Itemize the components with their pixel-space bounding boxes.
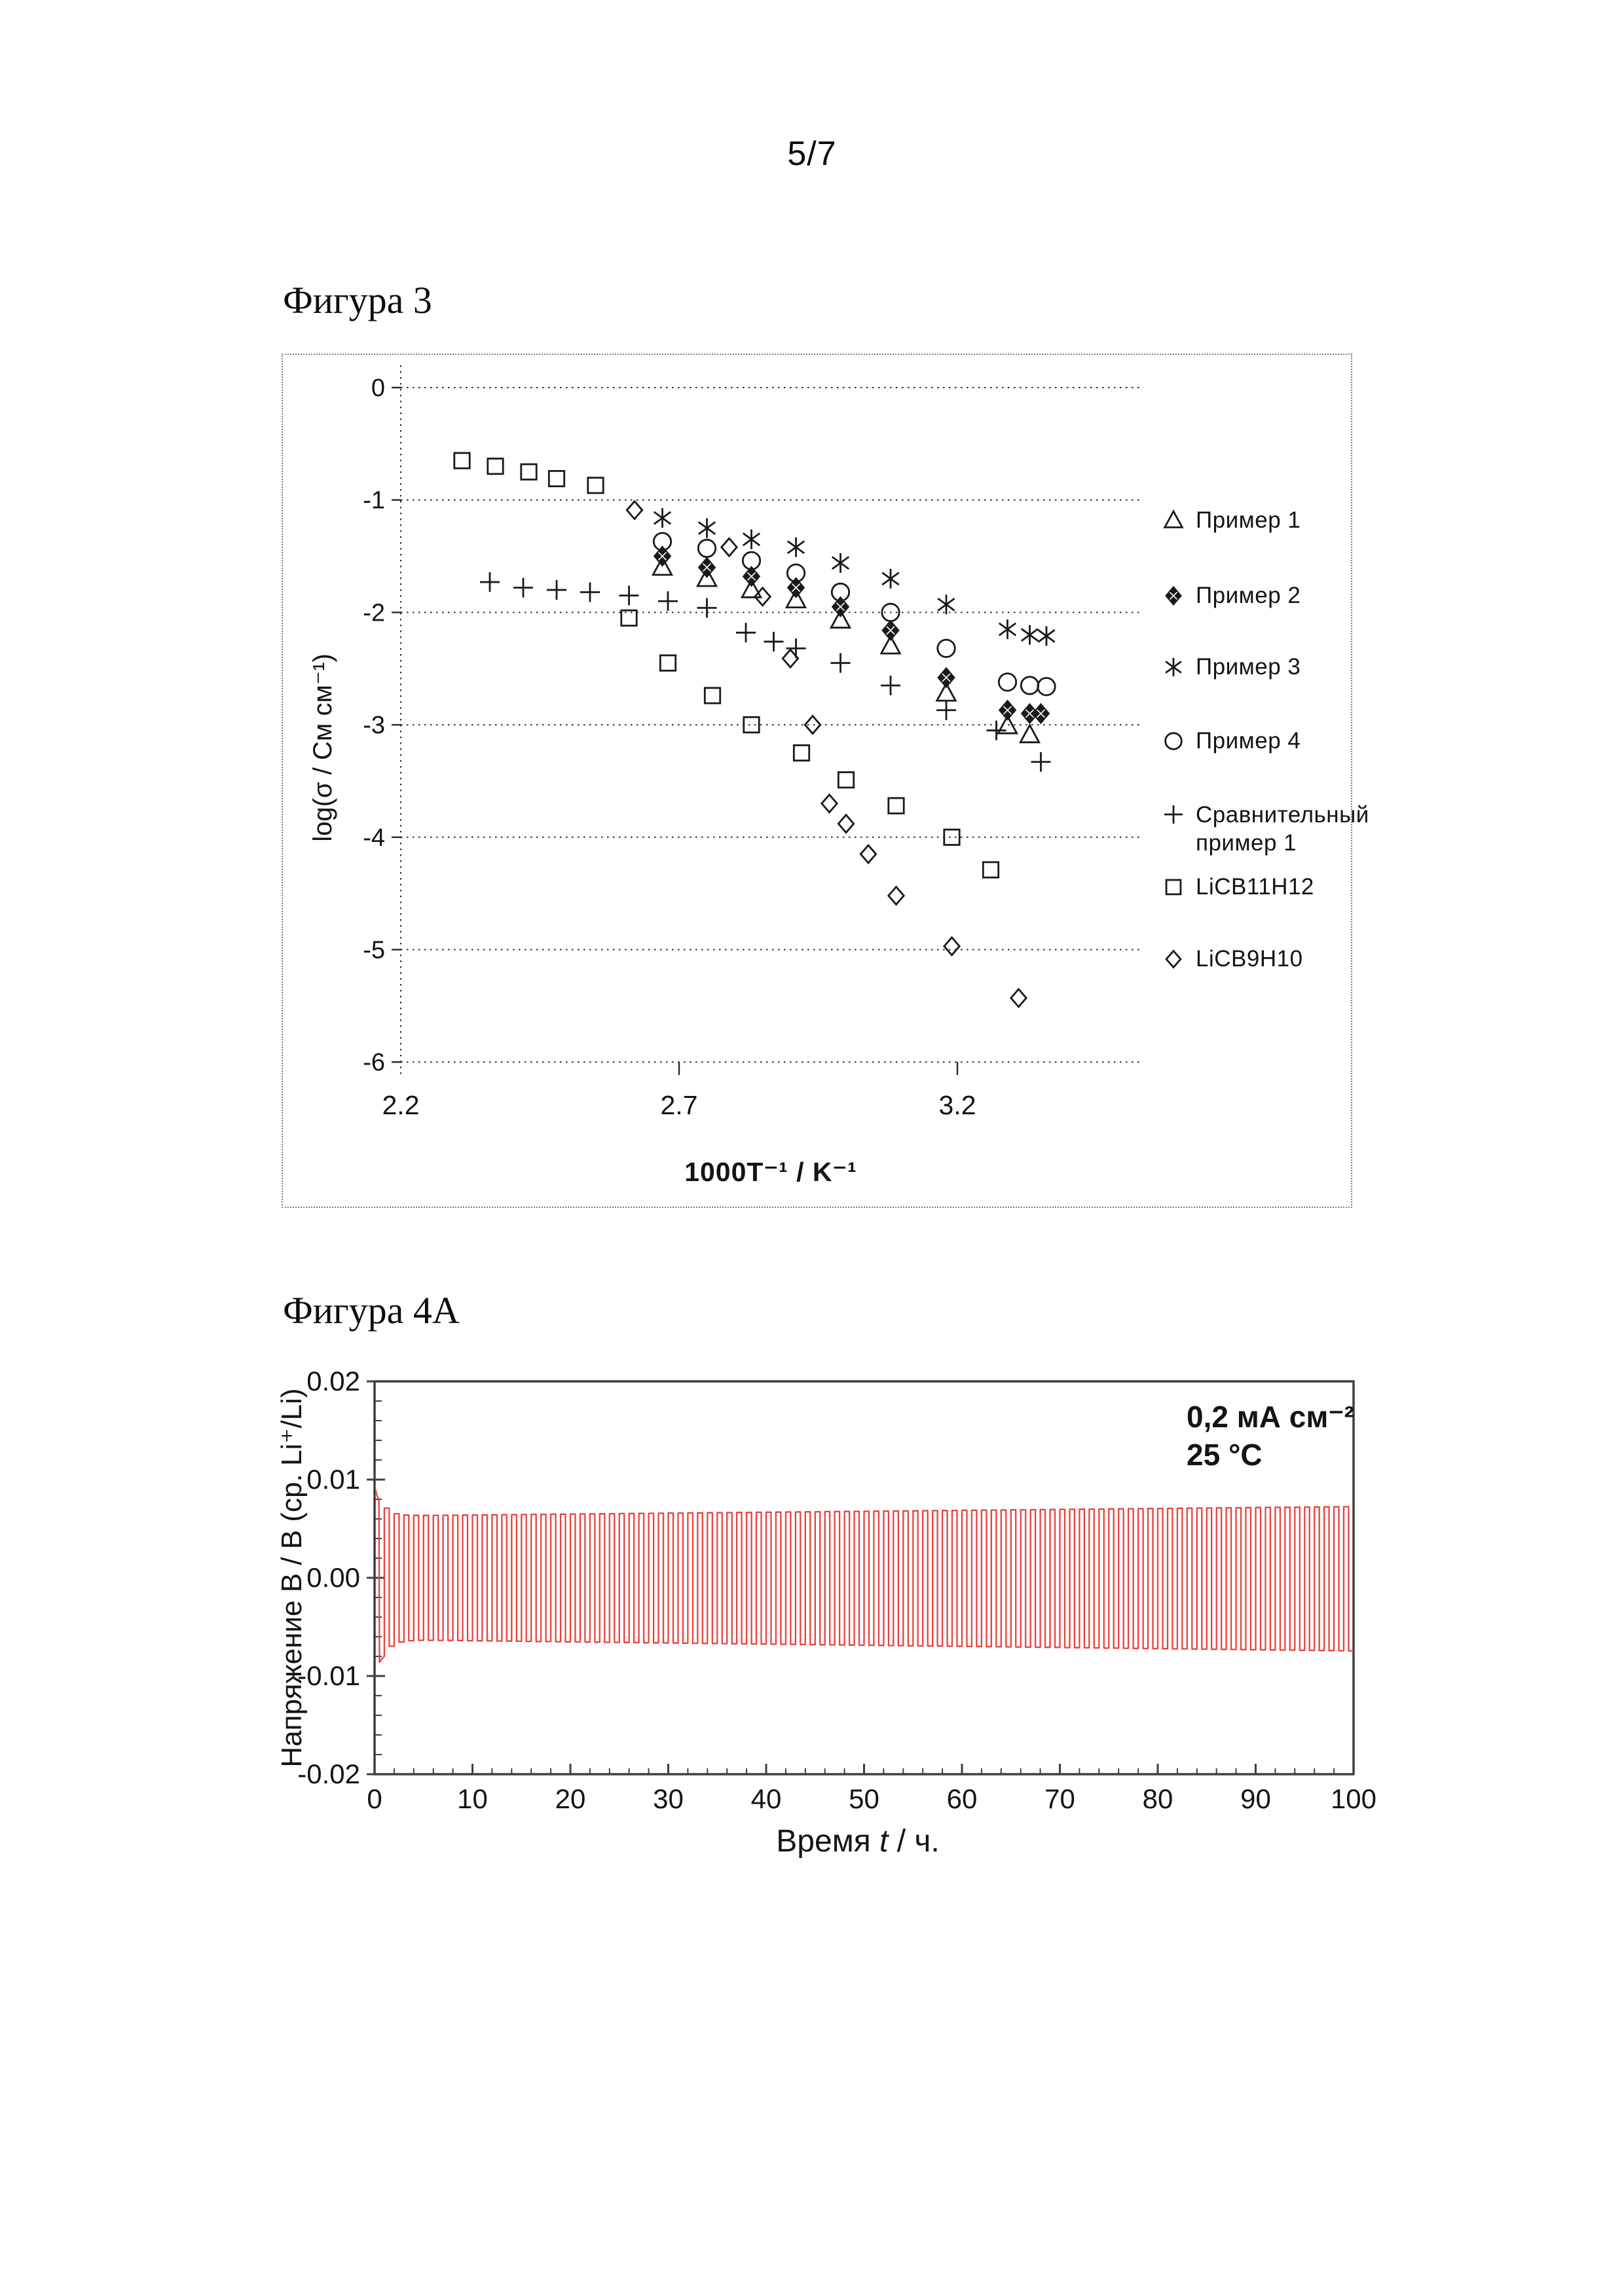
- plus-marker-icon: [1160, 801, 1187, 828]
- figure4a-title: Фигура 4А: [283, 1289, 460, 1332]
- diamond-marker: [805, 716, 820, 734]
- figure3-title: Фигура 3: [283, 279, 432, 321]
- figure3-y-axis-label: log(σ / См см⁻¹): [308, 653, 337, 842]
- y-tick-label: -0.01: [297, 1660, 360, 1691]
- figure4a-y-axis-label: Напряжение В / В (ср. Li⁺/Li): [276, 1388, 308, 1768]
- x-label-pre: Время: [776, 1824, 880, 1859]
- diamond-marker-icon: [1160, 946, 1187, 972]
- x-tick-label: 10: [457, 1783, 488, 1814]
- legend-item-primer-3: [1160, 653, 1350, 682]
- x-tick-label: 20: [555, 1783, 586, 1814]
- x-label-variable: t: [879, 1824, 889, 1859]
- legend-label: Пример 1: [1196, 507, 1301, 533]
- square-marker: [889, 798, 904, 813]
- y-tick-label: -2: [363, 599, 385, 627]
- triangle-marker-icon: [1160, 507, 1187, 534]
- circle-marker: [1038, 678, 1055, 695]
- y-tick-label: 0.01: [306, 1464, 360, 1495]
- square-marker: [983, 862, 998, 877]
- y-tick-label: -6: [363, 1049, 385, 1077]
- diamond-marker: [838, 815, 853, 833]
- legend-item-licb9h10: [1160, 945, 1350, 974]
- legend-label: LiCB11H12: [1196, 874, 1314, 900]
- figure3-panel: [282, 354, 1369, 1208]
- x-tick-label: 40: [750, 1783, 782, 1814]
- x-tick-label: 60: [946, 1783, 978, 1814]
- circle-marker-icon: [1160, 728, 1187, 754]
- legend-label: Пример 4: [1196, 728, 1301, 754]
- x-tick-label: 0: [367, 1783, 382, 1814]
- filled-diamond-marker-icon: [1160, 583, 1187, 609]
- figure4a-current-density-annotation: 0,2 мА см⁻²: [1187, 1400, 1354, 1434]
- diamond-marker: [627, 501, 642, 519]
- figure4a-x-axis-label: [776, 1824, 939, 1859]
- diamond-marker: [889, 887, 904, 905]
- x-tick-label: 70: [1044, 1783, 1075, 1814]
- diamond-marker: [944, 938, 959, 955]
- y-tick-label: -4: [363, 824, 385, 852]
- square-marker: [660, 655, 675, 670]
- figure3-chart: [283, 355, 1369, 1207]
- square-marker: [744, 717, 759, 732]
- square-marker: [488, 458, 503, 473]
- figure4a-temperature-annotation: 25 °C: [1187, 1438, 1263, 1472]
- legend-item-licb11h12: [1160, 873, 1350, 902]
- x-tick-label: 3.2: [938, 1090, 976, 1120]
- triangle-marker: [1165, 511, 1183, 528]
- square-marker: [521, 464, 536, 479]
- legend-label: Сравнительный пример 1: [1196, 802, 1369, 856]
- circle-marker: [698, 539, 715, 556]
- circle-marker: [1021, 677, 1038, 694]
- x-tick-label: 80: [1142, 1783, 1173, 1814]
- figure4a-chart: [249, 1336, 1421, 1892]
- figure3-data-points: [454, 453, 1055, 1007]
- x-label-post: / ч.: [888, 1824, 940, 1859]
- circle-marker: [1166, 733, 1182, 750]
- figure3-tick-labels: [363, 374, 976, 1120]
- figure3-x-axis-label: 1000T⁻¹ / K⁻¹: [684, 1157, 857, 1187]
- square-marker: [705, 688, 720, 703]
- triangle-marker: [1020, 725, 1039, 742]
- square-marker: [588, 478, 603, 493]
- legend-item-primer-4: [1160, 727, 1350, 756]
- diamond-marker: [860, 845, 876, 863]
- square-marker: [1166, 880, 1181, 894]
- legend-label: Пример 3: [1196, 654, 1301, 680]
- square-marker: [621, 610, 637, 625]
- square-marker-icon: [1160, 874, 1187, 900]
- diamond-marker: [1011, 989, 1026, 1007]
- y-tick-label: 0.00: [306, 1562, 360, 1593]
- diamond-marker: [822, 795, 837, 812]
- legend-item-primer-2: [1160, 582, 1350, 610]
- y-tick-label: -3: [363, 712, 385, 740]
- x-tick-label: 100: [1330, 1783, 1377, 1814]
- y-tick-label: 0.02: [306, 1366, 360, 1396]
- y-tick-label: -0.02: [297, 1758, 360, 1789]
- square-marker: [838, 773, 853, 788]
- figure4a-panel: [249, 1336, 1421, 1892]
- x-tick-label: 90: [1240, 1783, 1271, 1814]
- y-tick-label: 0: [371, 374, 385, 402]
- x-tick-label: 2.7: [660, 1090, 698, 1120]
- diamond-marker: [1166, 951, 1181, 968]
- y-tick-label: -1: [363, 486, 385, 515]
- y-tick-label: -5: [363, 936, 385, 964]
- square-marker: [454, 453, 470, 468]
- legend-item-sravnitelnyj-primer-1: [1160, 801, 1369, 857]
- circle-marker: [938, 640, 955, 657]
- square-marker: [944, 829, 959, 845]
- figure4a-voltage-trace: [375, 1487, 1354, 1663]
- legend-label: LiCB9H10: [1196, 946, 1303, 972]
- x-tick-label: 50: [849, 1783, 879, 1814]
- x-tick-label: 2.2: [382, 1090, 420, 1120]
- square-marker: [549, 471, 564, 486]
- asterisk-marker-icon: [1160, 654, 1187, 680]
- voltage-square-wave: [375, 1487, 1354, 1663]
- page-number: 5/7: [787, 135, 837, 173]
- legend-label: Пример 2: [1196, 583, 1301, 608]
- circle-marker: [999, 674, 1016, 691]
- diamond-marker: [722, 538, 737, 556]
- x-tick-label: 30: [653, 1783, 684, 1814]
- square-marker: [794, 745, 809, 760]
- legend-item-primer-1: [1160, 507, 1350, 535]
